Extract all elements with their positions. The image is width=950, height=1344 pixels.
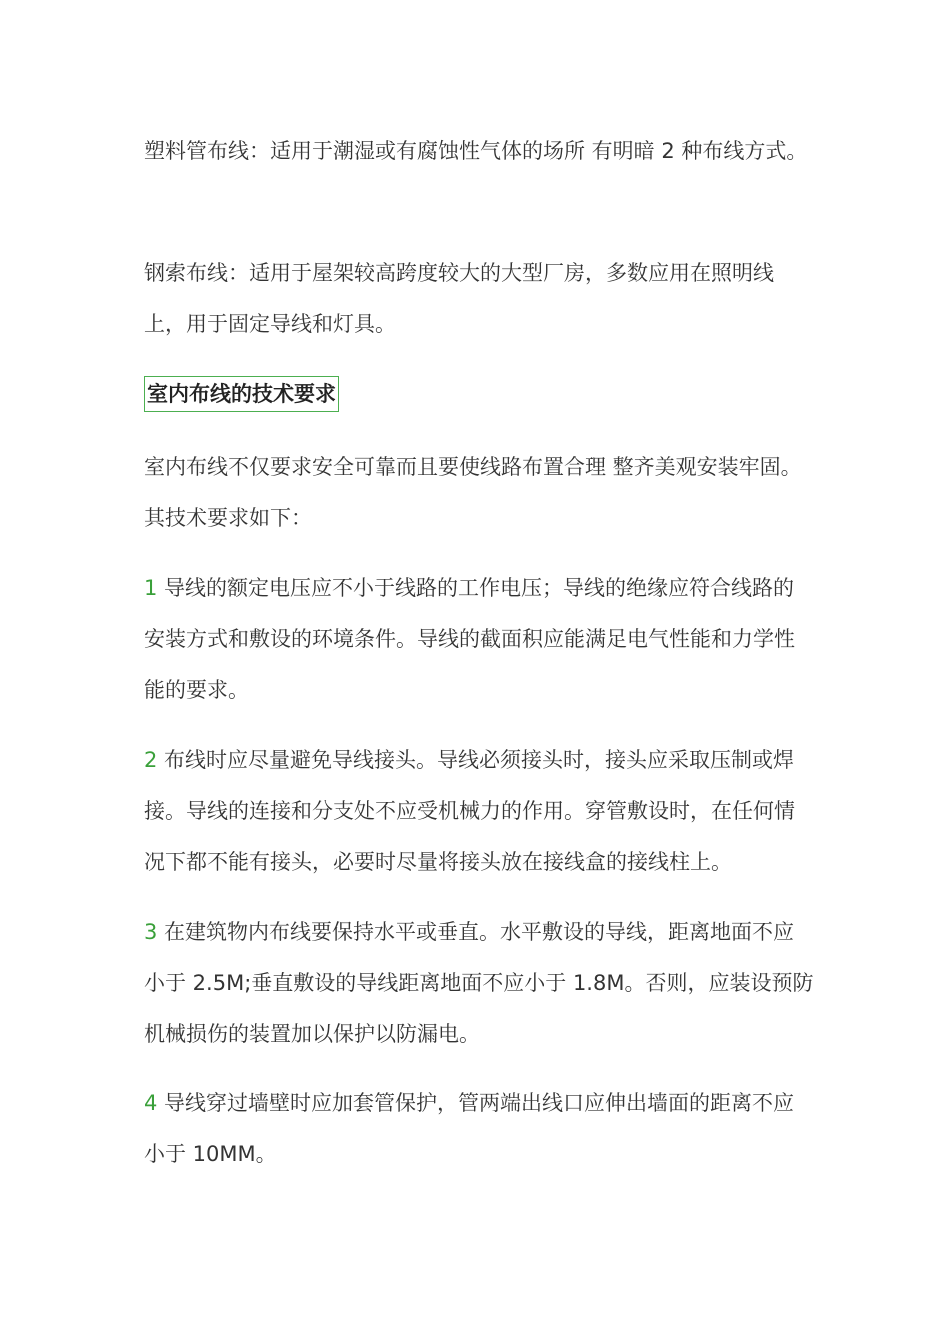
section-heading: 室内布线的技术要求: [144, 376, 339, 412]
list-item-text: 布线时应尽量避免导线接头。导线必须接头时，接头应采取压制或焊接。导线的连接和分支处不应受机械力的作用。穿管敷设时，在任何情况下都不能有接头，必要时尽量将接头放在接线盒的接线柱上。: [144, 748, 795, 874]
list-item-number: 1: [144, 576, 158, 600]
list-item-number: 2: [144, 748, 158, 772]
list-item-3: [144, 907, 814, 1060]
list-item-4: [144, 1078, 814, 1180]
paragraph-intro: 室内布线不仅要求安全可靠而且要使线路布置合理 整齐美观安装牢固。其技术要求如下：: [144, 455, 802, 530]
list-item-number: 3: [144, 920, 158, 944]
list-item-1: [144, 563, 814, 716]
list-item-text: 导线的额定电压应不小于线路的工作电压；导线的绝缘应符合线路的安装方式和敷设的环境条件。导线的截面积应能满足电气性能和力学性能的要求。: [144, 576, 795, 702]
list-item-2: [144, 735, 814, 888]
list-item-text: 在建筑物内布线要保持水平或垂直。水平敷设的导线，距离地面不应小于 2.5M;垂直敷设的导线距离地面不应小于 1.8M。否则，应装设预防机械损伤的装置加以保护以防漏电。: [144, 920, 814, 1046]
list-item-number: 4: [144, 1091, 158, 1115]
paragraph-plastic-pipe-wiring: 塑料管布线：适用于潮湿或有腐蚀性气体的场所 有明暗 2 种布线方式。: [144, 139, 808, 163]
list-item-text: 导线穿过墙壁时应加套管保护，管两端出线口应伸出墙面的距离不应小于 10MM。: [144, 1091, 795, 1166]
paragraph-steel-cable-wiring: 钢索布线：适用于屋架较高跨度较大的大型厂房，多数应用在照明线上，用于固定导线和灯具。: [144, 261, 774, 336]
